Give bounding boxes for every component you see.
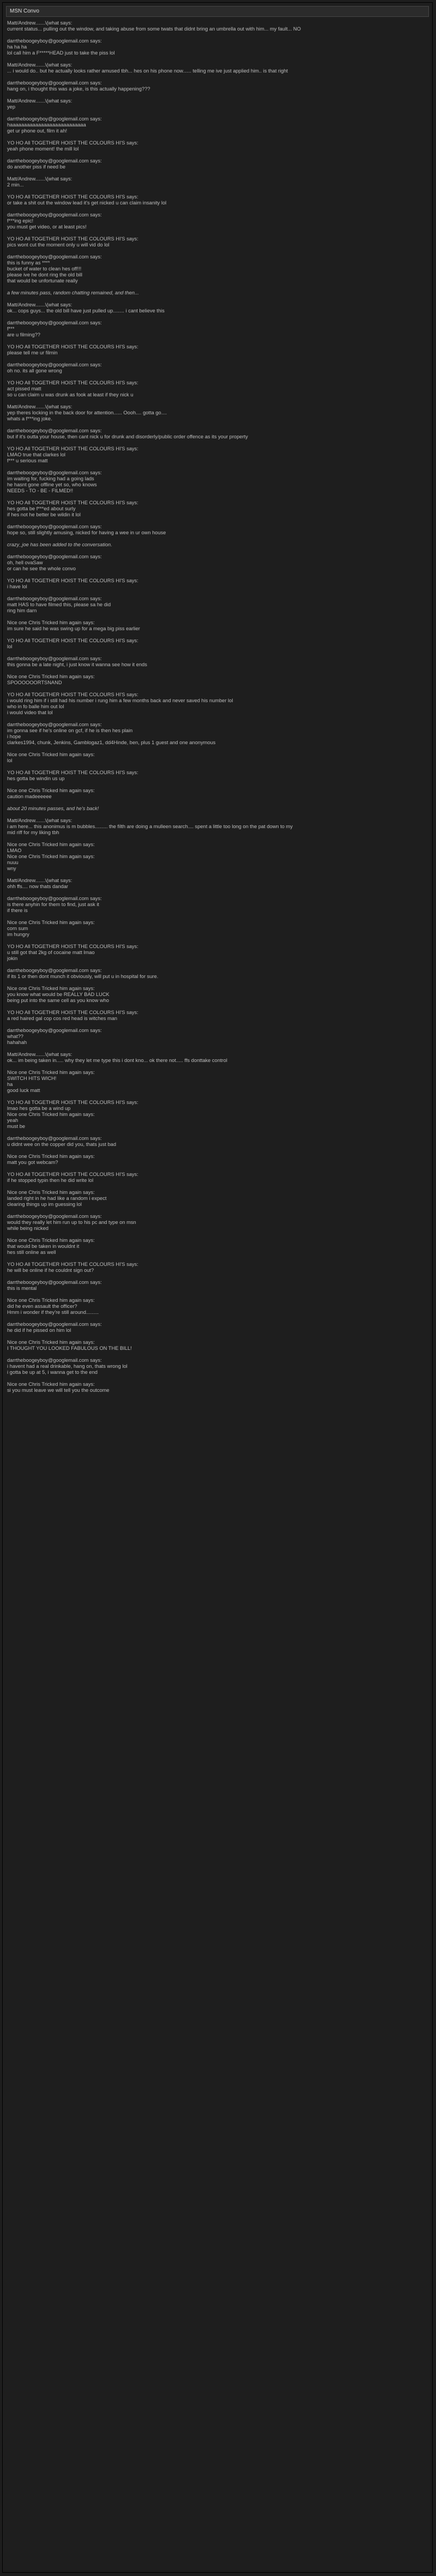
message-line: lol xyxy=(7,644,13,649)
line-gap xyxy=(7,494,428,500)
line-gap xyxy=(7,590,428,596)
message-sender: YO HO All TOGETHER HOIST THE COLOURS HI'S says: xyxy=(7,140,138,146)
message-line: this is mental xyxy=(7,1286,37,1291)
line-gap xyxy=(7,650,428,656)
line-gap xyxy=(7,32,428,38)
message-line: a red haired gal cop cos red head is witches man xyxy=(7,1016,118,1021)
line-gap xyxy=(7,56,428,62)
line-gap xyxy=(7,938,428,944)
message-sender: YO HO All TOGETHER HOIST THE COLOURS HI'S says: xyxy=(7,1262,138,1267)
message-line: he hasnt gone offline yet so, who knows xyxy=(7,482,97,487)
message-sender: YO HO All TOGETHER HOIST THE COLOURS HI'S says: xyxy=(7,194,138,200)
message-sender: darrtheboogeyboy@googlemail.com says: xyxy=(7,896,102,901)
line-gap xyxy=(7,1352,428,1358)
message-line: ring him darn xyxy=(7,608,37,613)
message-line: this gonna be a late night, i just know it wanna see how it ends xyxy=(7,662,147,667)
message-line: yeah xyxy=(7,1118,19,1123)
message-line: good luck matt xyxy=(7,1088,40,1093)
message-line: you know what would be REALLY BAD LUCK xyxy=(7,992,110,997)
message-line: ha ha ha xyxy=(7,44,27,50)
message-line: hahahah xyxy=(7,1040,27,1045)
message-sender: YO HO All TOGETHER HOIST THE COLOURS HI'S says: xyxy=(7,380,138,385)
message-sender: Matt/Andrew.......\(what says: xyxy=(7,20,72,26)
message-line: ok... im being taken in..... why they let me type this i dont kno... ok there not..... ffs donttake control xyxy=(7,1058,227,1063)
message-line: ha xyxy=(7,1082,13,1087)
message-line: that would be unfortunate really xyxy=(7,278,78,283)
message-sender: Matt/Andrew.......\(what says: xyxy=(7,62,72,68)
line-gap xyxy=(7,980,428,986)
message-line: jokin xyxy=(7,956,18,961)
message-sender: Nice one Chris Tricked him again says: xyxy=(7,788,95,793)
line-gap xyxy=(7,572,428,578)
line-gap xyxy=(7,374,428,380)
message-sender: Nice one Chris Tricked him again says: xyxy=(7,854,95,859)
message-sender: Matt/Andrew.......\(what says: xyxy=(7,1052,72,1057)
line-gap xyxy=(7,206,428,212)
message-sender: Nice one Chris Tricked him again says: xyxy=(7,752,95,757)
line-gap xyxy=(7,314,428,320)
message-sender: darrtheboogeyboy@googlemail.com says: xyxy=(7,722,102,727)
message-sender: darrtheboogeyboy@googlemail.com says: xyxy=(7,1280,102,1285)
message-line: lol call him a F*****HEAD just to take the piss lol xyxy=(7,50,115,56)
line-gap xyxy=(7,668,428,674)
line-gap xyxy=(7,1166,428,1172)
message-sender: YO HO All TOGETHER HOIST THE COLOURS HI'S says: xyxy=(7,1010,138,1015)
message-line: current status... pulling out the window, and taking abuse from some twats that didnt bring an umbrella out with him... my fault... NO xyxy=(7,26,301,32)
line-gap xyxy=(7,248,428,254)
message-sender: darrtheboogeyboy@googlemail.com says: xyxy=(7,1136,102,1141)
message-line: is there anyhin for them to find, just ask it xyxy=(7,902,99,907)
message-sender: darrtheboogeyboy@googlemail.com says: xyxy=(7,524,102,529)
message-line: wny xyxy=(7,866,16,871)
line-gap xyxy=(7,782,428,788)
message-line: clearing things up im guessing lol xyxy=(7,1202,82,1207)
message-line: u still got that 2kg of cocaine matt lmao xyxy=(7,950,95,955)
message-sender: Nice one Chris Tricked him again says: xyxy=(7,1298,95,1303)
message-line: oh no. its all gone wrong xyxy=(7,368,62,373)
message-line: so u can claim u was drunk as fook at least if they nick u xyxy=(7,392,134,397)
chat-log xyxy=(7,20,428,1393)
message-line: if hes not he better be wildin it lol xyxy=(7,512,81,517)
message-line: while being nicked xyxy=(7,1226,49,1231)
message-sender: darrtheboogeyboy@googlemail.com says: xyxy=(7,1214,102,1219)
line-gap xyxy=(7,764,428,770)
message-sender: YO HO All TOGETHER HOIST THE COLOURS HI'S says: xyxy=(7,344,138,349)
message-line: whats a f***ing joke. xyxy=(7,416,52,421)
line-gap xyxy=(7,800,428,806)
message-sender: YO HO All TOGETHER HOIST THE COLOURS HI'S says: xyxy=(7,638,138,643)
message-line: corn sum xyxy=(7,926,28,931)
message-sender: Matt/Andrew.......\(what says: xyxy=(7,878,72,883)
line-gap xyxy=(7,74,428,80)
message-sender: darrtheboogeyboy@googlemail.com says: xyxy=(7,320,102,325)
line-gap xyxy=(7,632,428,638)
message-line: ... i would do.. but he actually looks rather amused tbh... hes on his phone now...... telling me ive just applied him.. is that right xyxy=(7,68,288,74)
line-gap xyxy=(7,1376,428,1381)
message-line: or can he see the whole convo xyxy=(7,566,76,571)
message-sender: darrtheboogeyboy@googlemail.com says: xyxy=(7,470,102,475)
message-line: f***ing epic! xyxy=(7,218,34,224)
line-gap xyxy=(7,1256,428,1262)
message-sender: darrtheboogeyboy@googlemail.com says: xyxy=(7,212,102,218)
line-gap xyxy=(7,746,428,752)
line-gap xyxy=(7,1334,428,1340)
message-line: 2 min... xyxy=(7,182,24,188)
line-gap xyxy=(7,686,428,692)
message-line: LMAO true that clarkes lol xyxy=(7,452,65,457)
message-sender: darrtheboogeyboy@googlemail.com says: xyxy=(7,362,102,367)
message-sender: YO HO All TOGETHER HOIST THE COLOURS HI'S says: xyxy=(7,578,138,583)
message-sender: darrtheboogeyboy@googlemail.com says: xyxy=(7,656,102,661)
line-gap xyxy=(7,1022,428,1028)
line-gap xyxy=(7,614,428,620)
message-line: or take a shit out the window lead it's get nicked u can claim insanity lol xyxy=(7,200,167,206)
line-gap xyxy=(7,1148,428,1154)
message-line: im hungry xyxy=(7,932,29,937)
message-sender: Matt/Andrew.......\(what says: xyxy=(7,302,72,307)
line-gap xyxy=(7,1184,428,1190)
message-sender: Matt/Andrew.......\(what says: xyxy=(7,176,72,182)
message-line: haaaaaaaaaaaaaaaaaaaaaaaaaaa xyxy=(7,122,86,128)
message-line: pics wont cut the moment only u will vid do lol xyxy=(7,242,110,248)
message-line: si you must leave we will tell you the outcome xyxy=(7,1387,110,1393)
message-line: i would ring him if i still had his number i rung him a few months back and never saved his number lol xyxy=(7,698,233,703)
message-sender: Matt/Andrew.......\(what says: xyxy=(7,818,72,823)
narration-line: a few minutes pass, random chatting remained, and then... xyxy=(7,290,139,295)
line-gap xyxy=(7,152,428,158)
line-gap xyxy=(7,296,428,302)
message-line: get ur phone out, film it ah! xyxy=(7,128,68,134)
message-line: hes gotta be f***ed about surly xyxy=(7,506,76,511)
message-line: act pissed matt xyxy=(7,386,41,391)
message-sender: darrtheboogeyboy@googlemail.com says: xyxy=(7,1358,102,1363)
message-line: NEEDS - TO - BE - FILMED!! xyxy=(7,488,74,493)
message-line: landed right in he had like a random i expect xyxy=(7,1196,107,1201)
line-gap xyxy=(7,110,428,116)
message-line: matt HAS to have filmed this, please sa he did xyxy=(7,602,111,607)
line-gap xyxy=(7,1208,428,1214)
message-sender: darrtheboogeyboy@googlemail.com says: xyxy=(7,428,102,433)
window-title: MSN Convo xyxy=(6,6,429,17)
message-sender: Matt/Andrew.......\(what says: xyxy=(7,98,72,104)
message-sender: YO HO All TOGETHER HOIST THE COLOURS HI'S says: xyxy=(7,692,138,697)
message-line: Hmm i wonder if they're still around......... xyxy=(7,1310,99,1315)
message-line: you must get video, or at least pics! xyxy=(7,224,87,230)
message-line: bucket of water to clean hes off!!! xyxy=(7,266,82,272)
message-sender: darrtheboogeyboy@googlemail.com says: xyxy=(7,596,102,601)
message-line: f*** xyxy=(7,326,15,331)
message-line: i am here... this anonimus is m bubbles......... the filth are doing a mulleen search.... spent a little too long on the pat down to my xyxy=(7,824,293,829)
message-line: im waiting for, fucking had a going lads xyxy=(7,476,94,481)
line-gap xyxy=(7,170,428,176)
line-gap xyxy=(7,1292,428,1298)
message-line: ohh ffs.... now thats dandar xyxy=(7,884,68,889)
message-sender: YO HO All TOGETHER HOIST THE COLOURS HI'S says: xyxy=(7,1172,138,1177)
line-gap xyxy=(7,872,428,878)
line-gap xyxy=(7,1232,428,1238)
line-gap xyxy=(7,1004,428,1010)
message-sender: YO HO All TOGETHER HOIST THE COLOURS HI'S says: xyxy=(7,1100,138,1105)
message-line: i havent had a real drinkable, hang on, thats wrong lol xyxy=(7,1364,128,1369)
message-line: f*** u serious matt xyxy=(7,458,48,463)
message-sender: Nice one Chris Tricked him again says: xyxy=(7,1154,95,1159)
line-gap xyxy=(7,1130,428,1136)
line-gap xyxy=(7,836,428,842)
message-line: did he even assault the officer? xyxy=(7,1304,77,1309)
message-line: lol xyxy=(7,758,13,763)
message-sender: Nice one Chris Tricked him again says: xyxy=(7,674,95,679)
message-line: i hope xyxy=(7,734,21,739)
line-gap xyxy=(7,1316,428,1322)
message-sender: darrtheboogeyboy@googlemail.com says: xyxy=(7,968,102,973)
line-gap xyxy=(7,1274,428,1280)
message-sender: darrtheboogeyboy@googlemail.com says: xyxy=(7,38,102,44)
line-gap xyxy=(7,338,428,344)
message-sender: Nice one Chris Tricked him again says: xyxy=(7,620,95,625)
message-line: lmao hes gotta be a wind up xyxy=(7,1106,71,1111)
message-line: he did if he pissed on him lol xyxy=(7,1328,71,1333)
message-line: im sure he said he was swing up for a mega big piss earlier xyxy=(7,626,140,631)
message-line: would they really let him run up to his pc and type on msn xyxy=(7,1220,136,1225)
line-gap xyxy=(7,464,428,470)
line-gap xyxy=(7,92,428,98)
message-sender: YO HO All TOGETHER HOIST THE COLOURS HI'S says: xyxy=(7,446,138,451)
line-gap xyxy=(7,716,428,722)
line-gap xyxy=(7,518,428,524)
message-line: hes still online as well xyxy=(7,1250,56,1255)
message-line: nuuu xyxy=(7,860,19,865)
narration-line: about 20 minutes passes, and he's back! xyxy=(7,806,99,811)
message-sender: YO HO All TOGETHER HOIST THE COLOURS HI'S says: xyxy=(7,236,138,242)
message-line: oh, hell ovaSaw xyxy=(7,560,43,565)
conversation-window xyxy=(2,2,433,2573)
message-line: hang on, i thought this was a joke, is this actually happening??? xyxy=(7,86,150,92)
message-sender: darrtheboogeyboy@googlemail.com says: xyxy=(7,158,102,164)
message-line: im gonna see if he's online on gcf, if he is then hes plain xyxy=(7,728,133,733)
message-line: i would video that lol xyxy=(7,710,53,715)
message-line: what?? xyxy=(7,1034,23,1039)
message-sender: Nice one Chris Tricked him again says: xyxy=(7,920,95,925)
message-sender: Matt/Andrew.......\(what says: xyxy=(7,404,72,409)
message-line: hes gotta be windin us up xyxy=(7,776,65,781)
message-line: mid riff for my liking tbh xyxy=(7,830,59,835)
message-sender: Nice one Chris Tricked him again says: xyxy=(7,1238,95,1243)
line-gap xyxy=(7,914,428,920)
message-line: yep theres locking in the back door for attention...... Oooh.... gotta go.... xyxy=(7,410,167,415)
message-line: do another piss if need be xyxy=(7,164,65,170)
message-line: I THOUGHT YOU LOOKED FABULOUS ON THE BILL! xyxy=(7,1346,132,1351)
message-sender: darrtheboogeyboy@googlemail.com says: xyxy=(7,116,102,122)
message-line: if he stopped typin then he did write lol xyxy=(7,1178,94,1183)
message-sender: Nice one Chris Tricked him again says: xyxy=(7,1381,95,1387)
line-gap xyxy=(7,188,428,194)
message-line: if its 1 or then dont munch it obviously, will put u in hospital for sure. xyxy=(7,974,159,979)
message-sender: darrtheboogeyboy@googlemail.com says: xyxy=(7,254,102,260)
line-gap xyxy=(7,1064,428,1070)
message-line: but if it's outta your house, then cant nick u for drunk and disorderly/public order offence as its your property xyxy=(7,434,248,439)
message-line: LMAO xyxy=(7,848,22,853)
message-sender: Nice one Chris Tricked him again says: xyxy=(7,1340,95,1345)
message-line: i have lol xyxy=(7,584,27,589)
message-line: must be xyxy=(7,1124,26,1129)
message-sender: Nice one Chris Tricked him again says: xyxy=(7,1070,95,1075)
message-sender: darrtheboogeyboy@googlemail.com says: xyxy=(7,1028,102,1033)
message-sender: darrtheboogeyboy@googlemail.com says: xyxy=(7,80,102,86)
message-sender: YO HO All TOGETHER HOIST THE COLOURS HI'S says: xyxy=(7,944,138,949)
message-sender: YO HO All TOGETHER HOIST THE COLOURS HI'S says: xyxy=(7,500,138,505)
message-line: this is funny as **** xyxy=(7,260,50,266)
message-line: that would be taken in wouldnt it xyxy=(7,1244,80,1249)
message-sender: Nice one Chris Tricked him again says: xyxy=(7,1190,95,1195)
message-line: matt you got webcam? xyxy=(7,1160,58,1165)
message-line: please tell me ur filmin xyxy=(7,350,58,355)
message-line: i gotta be up at 5, i wanna get to the end xyxy=(7,1370,98,1375)
message-line: please ive he dont ring the old bill xyxy=(7,272,82,277)
message-line: ok... cops guys... the old bill have just pulled up........ i cant believe this xyxy=(7,308,165,313)
message-sender: Nice one Chris Tricked him again says: xyxy=(7,986,95,991)
message-line: u didnt wee on the copper did you, thats just bad xyxy=(7,1142,117,1147)
message-line: who in fo balle him out lol xyxy=(7,704,64,709)
message-sender: Nice one Chris Tricked him again says: xyxy=(7,842,95,847)
narration-line: crazy_joe has been added to the conversation. xyxy=(7,542,112,547)
message-line: if there is xyxy=(7,908,28,913)
message-sender: darrtheboogeyboy@googlemail.com says: xyxy=(7,554,102,559)
message-line: SWITCH HITS WICH! xyxy=(7,1076,57,1081)
line-gap xyxy=(7,890,428,896)
line-gap xyxy=(7,284,428,290)
line-gap xyxy=(7,1094,428,1100)
line-gap xyxy=(7,422,428,428)
message-line: clarkes1994, chunk, Jenkins, Gamblogaz1, dd4Hinde, ben, plus 1 guest and one anonymous xyxy=(7,740,216,745)
message-line: he will be online if he couldnt sign out? xyxy=(7,1268,94,1273)
line-gap xyxy=(7,230,428,236)
message-line: yeah phone moment! the mill lol xyxy=(7,146,79,152)
line-gap xyxy=(7,962,428,968)
message-sender: Nice one Chris Tricked him again says: xyxy=(7,1112,95,1117)
message-line: yep xyxy=(7,104,15,110)
line-gap xyxy=(7,134,428,140)
message-line: caution madeeeeee xyxy=(7,794,52,799)
message-sender: YO HO All TOGETHER HOIST THE COLOURS HI'S says: xyxy=(7,770,138,775)
line-gap xyxy=(7,356,428,362)
line-gap xyxy=(7,536,428,542)
line-gap xyxy=(7,440,428,446)
line-gap xyxy=(7,398,428,404)
message-sender: darrtheboogeyboy@googlemail.com says: xyxy=(7,1322,102,1327)
line-gap xyxy=(7,1046,428,1052)
message-line: are u filming?? xyxy=(7,332,40,337)
message-line: being put into the same cell as you know who xyxy=(7,998,110,1003)
message-line: SPOOOOOORTSNAND xyxy=(7,680,62,685)
message-line: hope so, still slightly amusing, nicked for having a wee in ur own house xyxy=(7,530,166,535)
line-gap xyxy=(7,548,428,554)
line-gap xyxy=(7,812,428,818)
